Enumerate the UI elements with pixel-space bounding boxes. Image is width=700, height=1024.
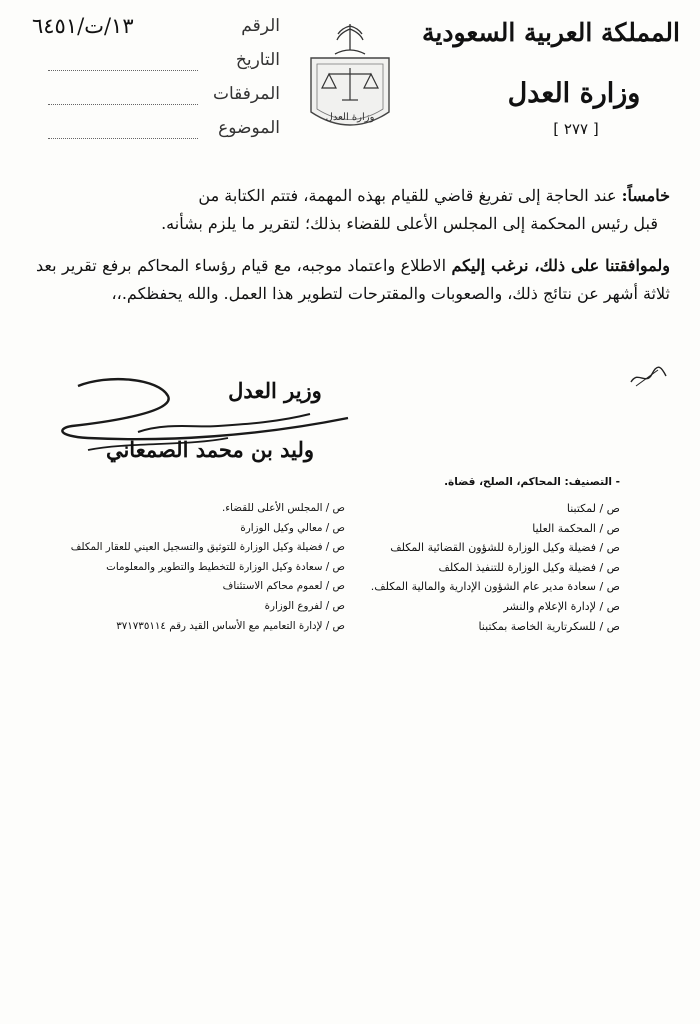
meta-dotted-line (48, 104, 198, 105)
meta-dotted-line (48, 138, 198, 139)
distribution-item (350, 558, 620, 578)
distribution-item (45, 519, 345, 539)
distribution-recipient: معالي وكيل الوزارة (240, 521, 323, 534)
copy-prefix: ص / (599, 502, 620, 515)
distribution-item (45, 558, 345, 578)
meta-block (30, 14, 280, 150)
meta-row-date (30, 48, 280, 82)
copy-prefix: ص / (599, 599, 620, 613)
paraph-mark-icon (628, 362, 668, 390)
copy-prefix: ص / (325, 560, 345, 573)
distribution-item (45, 597, 345, 617)
ministry-title: وزارة العدل (507, 78, 641, 109)
distribution-item (350, 597, 620, 617)
meta-row-subject (30, 116, 280, 150)
copy-prefix: ص / (325, 541, 345, 554)
copy-prefix: ص / (599, 619, 620, 633)
meta-label: الرقم (241, 16, 280, 36)
distribution-recipient: فضيلة وكيل الوزارة للشؤون القضائية المكلف (390, 541, 596, 555)
distribution-recipient: المحكمة العليا (532, 521, 596, 535)
distribution-recipient: للسكرتارية الخاصة بمكتبنا (478, 619, 596, 633)
paragraph-lead: خامساً: (621, 186, 670, 205)
meta-label: التاريخ (235, 50, 280, 70)
copy-prefix: ص / (325, 521, 345, 534)
paragraph-text: عند الحاجة إلى تفريغ قاضي للقيام بهذه المهمة، فتتم الكتابة من (198, 186, 617, 205)
ministry-emblem-icon (303, 20, 397, 136)
copy-prefix: ص / (599, 541, 620, 555)
distribution-recipient: لمكتبنا (566, 502, 596, 515)
distribution-recipient: لإدارة التعاميم مع الأساس القيد رقم ٣٧١٧٣٥١١٤ (116, 619, 323, 632)
kingdom-title: المملكة العربية السعودية (421, 18, 680, 47)
meta-label: المرفقات (212, 84, 280, 104)
paragraph-approval (36, 252, 670, 308)
distribution-right-column (350, 499, 620, 636)
paragraph-lead: ولموافقتنا على ذلك، نرغب إليكم (451, 256, 671, 275)
copy-prefix: ص / (599, 580, 620, 594)
paragraph-text: الاطلاع واعتماد موجبه، مع قيام رؤساء المحاكم برفع تقرير بعد ثلاثة أشهر عن نتائج ذلك، والصعوبات والمقترحات لتطوير هذا العمل. والله يحفظكم.،، (36, 256, 670, 303)
copy-prefix: ص / (325, 619, 345, 632)
meta-dotted-line (48, 70, 198, 71)
distribution-item (45, 577, 345, 597)
paragraph-continuation: قبل رئيس المحكمة إلى المجلس الأعلى للقضاء بذلك؛ لتقرير ما يلزم بشأنه. (161, 214, 658, 233)
distribution-recipient: لفروع الوزارة (264, 599, 323, 612)
distribution-recipient: سعادة مدير عام الشؤون الإدارية والمالية المكلف. (370, 580, 596, 594)
distribution-item (45, 538, 345, 558)
copy-prefix: ص / (325, 580, 345, 593)
distribution-item (350, 617, 620, 637)
classification-line: - التصنيف: المحاكم، الصلح، قضاة. (444, 476, 620, 488)
distribution-left-column (45, 499, 345, 636)
meta-value-number: ١٣/ت/٦٤٥١ (32, 14, 134, 38)
distribution-recipient: فضيلة وكيل الوزارة للتوثيق والتسجيل العيني للعقار المكلف (70, 541, 323, 554)
copy-prefix: ص / (325, 502, 345, 514)
distribution-recipient: لعموم محاكم الاستئناف (222, 580, 323, 593)
signatory-title: وزير العدل (228, 378, 322, 403)
meta-row-number (30, 14, 280, 48)
letter-body (36, 182, 670, 308)
distribution-item (45, 617, 345, 637)
distribution-recipient: فضيلة وكيل الوزارة للتنفيذ المكلف (438, 560, 596, 574)
copy-prefix: ص / (599, 521, 620, 535)
distribution-item (45, 499, 345, 519)
distribution-item (350, 538, 620, 558)
distribution-item (350, 519, 620, 539)
distribution-recipient: لإدارة الإعلام والنشر (503, 599, 596, 613)
paragraph-fifth (36, 182, 670, 238)
emblem-label: وزارة العدل (325, 112, 375, 123)
distribution-recipient: المجلس الأعلى للقضاء. (222, 502, 323, 514)
distribution-item (350, 577, 620, 597)
distribution-recipient: سعادة وكيل الوزارة للتخطيط والتطوير والمعلومات (106, 560, 323, 573)
copy-prefix: ص / (599, 560, 620, 574)
meta-label: الموضوع (218, 118, 280, 138)
reference-number: [ ٢٧٧ ] (553, 120, 599, 138)
signatory-name: وليد بن محمد الصمعاني (105, 437, 315, 462)
distribution-item (350, 499, 620, 519)
copy-prefix: ص / (325, 599, 345, 612)
meta-row-attachments (30, 82, 280, 116)
